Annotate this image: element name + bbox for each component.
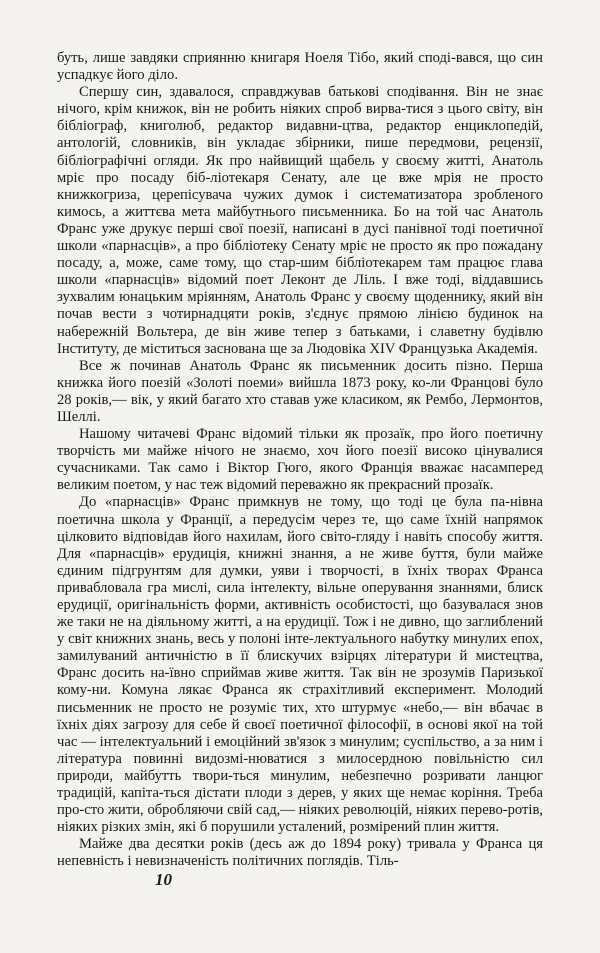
paragraph-2: Спершу син, здавалося, справджував батькові сподівання. Він не знає нічого, крім книжок, він не робить ніяких спроб вирва-тися з цього світу, він бібліограф, книголюб, редактор видавни-цтва, редактор енциклопедій, антологій, словників, він укладає збірники, пише передмови, рецензії, бібліографічні огляди. Як про найвищий щабель у своєму житті, Анатоль мріє про посаду біб-ліотекаря Сенату, але це вже мрія не просто книжкогриза, церепісувача чужих думок і систематизатора зробленого кимось, а життєва мета майбутнього письменника. Бо на той час Анатоль Франс уже друкує перші свої поезії, написані в дусі панівної тоді поетичної школи «парнасців», а про бібліотеку Сенату мріє не просто як про пожадану посаду, а, може, саме тому, що стар-шим бібліотекарем там працює глава школи «парнасців» відомий поет Леконт де Ліль. І вже тоді, віддавшись зухвалим юнацьким мріянням, Анатоль Франс у своєму щоденнику, який він почав вести з чотирнадцяти років, з'єднує прямою лінією будинок на набережній Вольтера, де він живе тепер з батьками, і славетну будівлю Інституту, де міститься заснована ще за Людовіка XIV Французька Академія. (57, 84, 543, 357)
page-text (57, 50, 543, 871)
paragraph-4: Нашому читачеві Франс відомий тільки як прозаїк, про його поетичну творчість ми майже нічого не знаємо, хоч його поезії високо цінувалися сучасниками. Так само і Віктор Гюго, якого Франція вважає насамперед великим поетом, у нас теж відомий переважно як прекрасний прозаїк. (57, 426, 543, 494)
page-number: 10 (155, 870, 172, 889)
paragraph-5: До «парнасців» Франс примкнув не тому, що тоді це була па-нівна поетична школа у Франції, а передусім через те, що саме їхній напрямок цілковито відповідав його нахилам, його світо-гляду і навіть способу життя. Для «парнасців» ерудиція, книжні знання, а не живе буття, були майже єдиним підгрунтям для думки, уяви і творчості, в їхніх творах Франса привабловала гра мислі, сила інтелекту, вільне оперування знаннями, блиск ерудиції, оригінальність форми, активність особистості, що базувалася знов же таки не на діяльному житті, а на ерудиції. Тож і не дивно, що заглиблений у світ книжних знань, весь у полоні інте-лектуального набутку минулих епох, замилуваний античністю в її блискучих взірцях літератури й мистецтва, Франс досить на-ївно сприймав живе життя. Так він не зрозумів Паризької кому-ни. Комуна лякає Франса як страхітливий експеримент. Молодий письменник не просто не розуміє тих, хто штурмує «небо,— він вбачає в їхніх діях загрозу для себе й своєї поетичної філософії, в основі якої на той час — інтелектуальний і емоційний зв'язок з минулим; суспільство, а за ним і література повинні видозмі-нюватися з милосердною повільністю сил природи, майбутть твори-ться минулим, небезпечно розривати ланцюг традицій, капіта-ться дістати плоди з дерев, у яких ще немає коріння. Треба про-сто жити, обробляючи свій сад,— ніяких революцій, ніяких перево-ротів, ніяких різких змін, які б порушили усталений, розмірений плин життя. (57, 494, 543, 836)
paragraph-3: Все ж починав Анатоль Франс як письменник досить пізно. Перша книжка його поезій «Золоті поеми» вийшла 1873 року, ко-ли Францові було 28 років,— вік, у який багато хто ставав уже класиком, як Рембо, Лермонтов, Шеллі. (57, 357, 543, 425)
paragraph-1: буть, лише завдяки сприянню книгаря Ноеля Тібо, який споді-вався, що син успадкує його діло. (57, 50, 543, 84)
paragraph-6: Майже два десятки років (десь аж до 1894 року) тривала у Франса ця непевність і невизначеність політичних поглядів. Тіль- (57, 836, 543, 870)
